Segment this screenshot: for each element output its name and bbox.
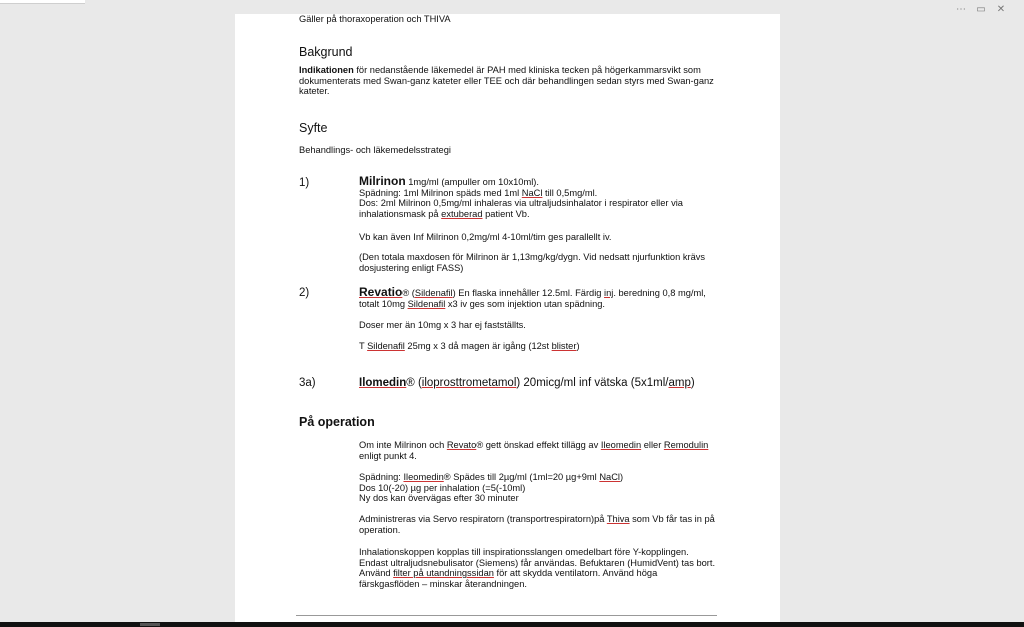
operation-paragraph-2: Spädning: Ileomedin® Spädes till 2µg/ml (1ml=20 µg+9ml NaCl) Dos 10(-20) µg per inhalation (=5(-10ml) Ny dos kan övervägas efter 30 minuter xyxy=(359,472,624,504)
heading-syfte: Syfte xyxy=(299,121,328,135)
operation-paragraph-3: Administreras via Servo respiratorn (transportrespiratorn)på Thiva som Vb får tas in på operation. xyxy=(359,514,715,535)
item-number-2: 2) xyxy=(299,287,310,299)
more-options-icon[interactable]: ⋯ xyxy=(956,4,966,15)
drug-name-milrinon: Milrinon xyxy=(359,174,406,188)
drug-name-revatio: Revatio xyxy=(359,285,403,299)
revatio-doser: Doser mer än 10mg x 3 har ej fastställts. xyxy=(359,320,526,330)
indication-bold: Indikationen xyxy=(299,65,354,75)
revatio-block: Revatio® (Sildenafil) En flaska innehåller 12.5ml. Färdig inj. beredning 0,8 mg/ml, totalt 10mg Sildenafil x3 iv ges som injektion utan spädning. xyxy=(359,285,706,309)
scope-line: Gäller på thoraxoperation och THIVA xyxy=(299,14,451,24)
item-number-1: 1) xyxy=(299,177,310,189)
indication-paragraph: Indikationen för nedanstående läkemedel är PAH med kliniska tecken på högerkammarsvikt som dokumenterats med Swan-ganz kateter eller TEE och där behandlingen sedan styrs med Swan-ganz kateter. xyxy=(299,65,714,97)
milrinon-maxdose: (Den totala maxdosen för Milrinon är 1,13mg/kg/dygn. Vid nedsatt njurfunktion krävs dosjustering enligt FASS) xyxy=(359,252,706,273)
taskbar-item[interactable] xyxy=(140,623,160,626)
document-page xyxy=(235,14,780,622)
heading-bakgrund: Bakgrund xyxy=(299,45,353,59)
ilomedin-line: Ilomedin® (iloprosttrometamol) 20micg/ml inf vätska (5x1ml/amp) xyxy=(359,377,695,389)
tab-strip xyxy=(0,0,85,4)
milrinon-block: Milrinon 1mg/ml (ampuller om 10x10ml). Spädning: 1ml Milrinon späds med 1ml NaCl till 0,5mg/ml. Dos: 2ml Milrinon 0,5mg/ml inhaleras via ultraljudsinhalator i respirator eller via inhalationsmask på extuberad patient Vb. xyxy=(359,174,683,219)
operation-paragraph-1: Om inte Milrinon och Revato® gett önskad effekt tillägg av Ileomedin eller Remodulin enligt punkt 4. xyxy=(359,440,709,461)
revatio-tablet: T Sildenafil 25mg x 3 då magen är igång (12st blister) xyxy=(359,341,580,351)
drug-name-ilomedin: Ilomedin xyxy=(359,377,407,389)
syfte-text: Behandlings- och läkemedelsstrategi xyxy=(299,145,451,155)
heading-pa-operation: På operation xyxy=(299,415,375,429)
window-controls xyxy=(956,4,1006,15)
restore-icon[interactable]: ▭ xyxy=(976,4,986,15)
taskbar xyxy=(0,622,1024,627)
footer-divider xyxy=(296,615,717,616)
close-icon[interactable]: ✕ xyxy=(996,4,1006,15)
operation-paragraph-4: Inhalationskoppen kopplas till inspirationsslangen omedelbart före Y-kopplingen. Endast ultraljudsnebulisator (Siemens) får användas. Befuktaren (HumidVent) tas bort. Använd filter på utandningssidan för att skydda ventilatorn. Använd höga färskgasflöden – minskar återandningen. xyxy=(359,547,716,589)
item-number-3a: 3a) xyxy=(299,377,316,389)
milrinon-iv-note: Vb kan även Inf Milrinon 0,2mg/ml 4-10ml/tim ges parallellt iv. xyxy=(359,232,612,242)
